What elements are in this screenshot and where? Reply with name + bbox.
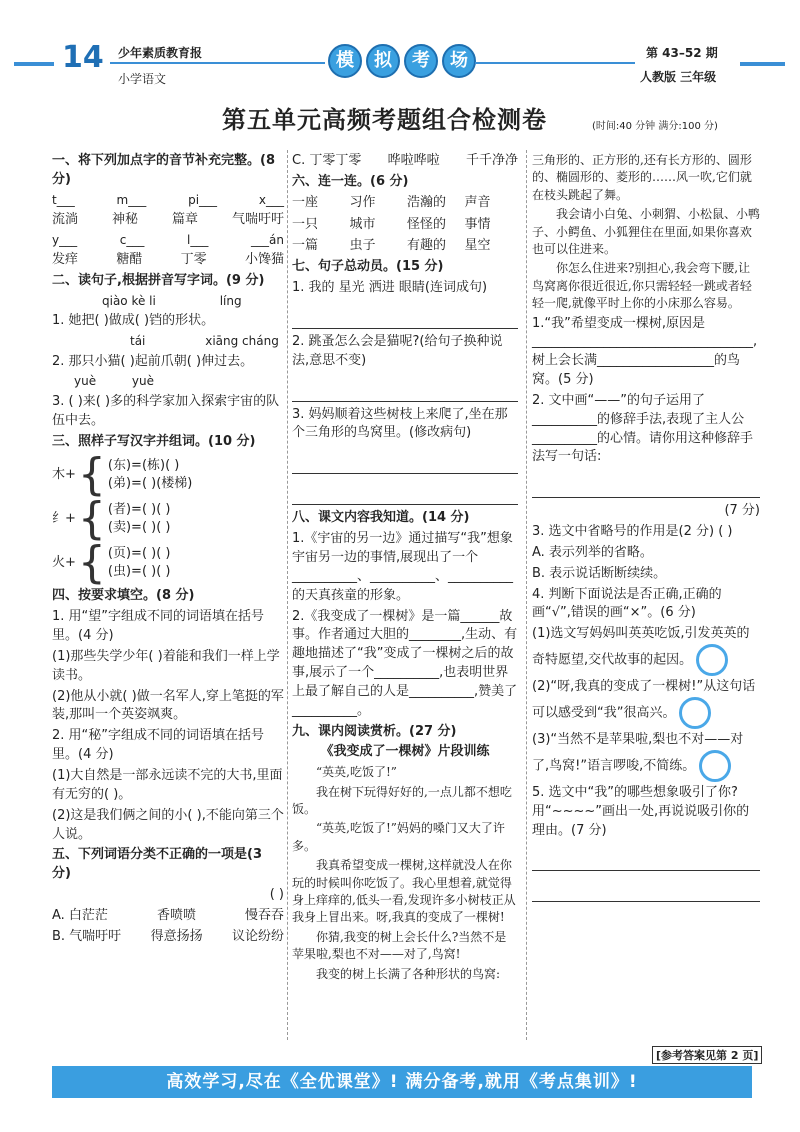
paper-name: 少年素质教育报	[118, 46, 203, 60]
judge-item	[532, 678, 760, 729]
match-item: 有趣的	[407, 238, 447, 254]
passage-paragraph: 我真希望变成一棵树,这样就没人在你玩的时候叫你吃饭了。我心里想着,就觉得身上痒痒的,低头一看,发现许多小树枝正从我身上冒出来。呀,我真的变成了一棵树!	[292, 858, 516, 925]
header	[0, 0, 800, 100]
option-row	[52, 928, 284, 947]
pinyin-hint	[52, 373, 284, 390]
answer-flower-icon[interactable]	[699, 750, 731, 782]
banner-char: 拟	[366, 44, 400, 78]
question: 2. 那只小猫( )起前爪朝( )伸过去。	[52, 353, 254, 369]
word: 小馋猫	[244, 252, 284, 268]
question: 2. 跳蚤怎么会是猫呢?(给句子换种说法,意思不变)	[292, 333, 503, 368]
banner	[328, 44, 476, 78]
radical: 木+	[52, 466, 76, 482]
pinyin: tái	[130, 334, 146, 349]
word: 发痒	[52, 252, 79, 268]
column-1	[52, 150, 284, 949]
radical-item: (虫)=( )( )	[107, 564, 171, 580]
question: 5. 选文中“我”的哪些想象吸引了你?用“~~~~”画出一处,再说说吸引你的理由。(7 分)	[532, 784, 750, 838]
option: 慢吞吞	[244, 907, 284, 923]
header-rule	[110, 62, 325, 64]
section-heading: 一、将下列加点字的音节补充完整。(8 分)	[52, 153, 275, 187]
brace-icon: {	[77, 449, 106, 501]
match-item: 一只	[292, 216, 319, 232]
match-item: 怪怪的	[407, 216, 447, 232]
radical-group	[52, 449, 284, 501]
pinyin-hint	[52, 333, 284, 350]
judge-text: (3)“当然不是苹果啦,梨也不对——对了,鸟窝!”语言啰唆,不简练。	[532, 732, 744, 774]
passage-paragraph: 我在树下玩得好好的,一点儿都不想吃饭。	[292, 784, 512, 817]
brace-icon: {	[77, 493, 106, 545]
question: 1. 她把( )做成( )铛的形状。	[52, 313, 215, 329]
option: C. 丁零丁零	[292, 153, 362, 168]
pinyin: qiào kè li	[102, 294, 156, 308]
page-title: 第五单元高频考题组合检测卷	[222, 106, 547, 134]
passage-paragraph: “英英,吃饭了!”	[316, 765, 397, 780]
matching-grid	[292, 194, 518, 257]
question: 3. 妈妈顺着这些树枝上来爬了,坐在那个三角形的鸟窝里。(修改病句)	[292, 406, 508, 441]
answer-line[interactable]	[532, 471, 760, 498]
judge-text: (2)“呀,我真的变成了一棵树!”从这句话可以感受到“我”很高兴。	[532, 679, 756, 721]
question: 4. 判断下面说法是否正确,正确的画“√”,错误的画“×”。(6 分)	[532, 586, 722, 621]
column-3	[532, 150, 760, 906]
column-2	[292, 150, 518, 985]
word: 丁零	[180, 252, 207, 268]
section-heading: 二、读句子,根据拼音写字词。(9 分)	[52, 273, 265, 289]
reading-title: 《我变成了一棵树》片段训练	[320, 744, 490, 760]
header-rule	[14, 62, 54, 66]
header-rule	[740, 62, 785, 66]
question: (2)他从小就( )做一名军人,穿上笔挺的军装,那叫一个英姿飒爽。	[52, 688, 284, 723]
pinyin-blank: x___	[258, 192, 284, 207]
word: 神秘	[111, 212, 138, 228]
section-heading: 五、下列词语分类不正确的一项是(3 分)	[52, 847, 262, 882]
radical-group	[52, 493, 284, 545]
passage-paragraph: 我会请小白兔、小刺猬、小松鼠、小鸭子、小鳄鱼、小狐狸住在里面,如果你喜欢也可以住进来。	[532, 207, 761, 256]
radical-item: (东)=(栋)( )	[107, 457, 180, 473]
option: B. 气喘吁吁	[52, 928, 122, 944]
radical-item: (卖)=( )( )	[107, 520, 171, 536]
option: A. 白茫茫	[52, 907, 108, 923]
word: 流淌	[52, 212, 79, 228]
pinyin: yuè	[131, 374, 155, 389]
answer-line[interactable]	[292, 302, 518, 329]
option: 哗啦哗啦	[387, 153, 440, 168]
option: 得意扬扬	[150, 928, 203, 944]
answer-reference: [参考答案见第 2 页]	[652, 1046, 762, 1064]
header-rule	[475, 62, 635, 64]
pinyin: xiāng cháng	[205, 334, 279, 349]
time-score-info: (时间:40 分钟 满分:100 分)	[592, 121, 718, 132]
banner-char: 考	[404, 44, 438, 78]
answer-line[interactable]	[292, 478, 518, 505]
edition: 人教版 三年级	[640, 70, 717, 84]
pinyin-blank: t___	[52, 192, 75, 207]
section-heading: 七、句子总动员。(15 分)	[292, 259, 444, 275]
question: 2. 文中画“——”的句子运用了__________的修辞手法,表现了主人公__________的心情。请你用这种修辞手法写一句话:	[532, 392, 754, 465]
question: 1. 我的 星光 洒进 眼睛(连词成句)	[292, 280, 488, 296]
word: 气喘吁吁	[231, 212, 284, 228]
radical-item: (弟)=( )(楼梯)	[107, 476, 193, 492]
question: (1)大自然是一部永远读不完的大书,里面有无穷的( )。	[52, 767, 283, 802]
radical: 火+	[52, 554, 76, 570]
answer-line[interactable]	[532, 875, 760, 902]
word: 糖醋	[116, 252, 143, 268]
score: (7 分)	[724, 503, 760, 519]
match-item: 一篇	[292, 238, 319, 254]
column-divider	[287, 150, 288, 1040]
radical-item: (页)=( )( )	[107, 545, 171, 561]
passage-paragraph: 你猜,我变的树上会长什么?当然不是苹果啦,梨也不对——对了,鸟窝!	[292, 929, 507, 962]
pinyin-blank: l___	[187, 232, 209, 247]
pinyin-blank: c___	[119, 232, 145, 247]
radical-item: (者)=( )( )	[107, 501, 171, 517]
pinyin-blank: y___	[52, 232, 78, 247]
column-divider	[526, 150, 527, 1040]
passage-paragraph: “英英,吃饭了!”妈妈的嗓门又大了许多。	[292, 821, 505, 853]
passage-paragraph: 三角形的、正方形的,还有长方形的、圆形的、椭圆形的、菱形的……风一吹,它们就在枝头跳起了舞。	[532, 153, 752, 202]
question: 1.《宇宙的另一边》通过描写“我”想象宇宙另一边的事情,展现出了一个__________、__________、__________的天真孩童的形象。	[292, 531, 514, 603]
page-number: 14	[62, 40, 104, 75]
section-heading: 四、按要求填空。(8 分)	[52, 588, 195, 604]
question: (2)这是我们俩之间的小( ),不能向第三个人说。	[52, 807, 284, 842]
option: 议论纷纷	[231, 928, 284, 944]
judge-item	[532, 731, 760, 782]
banner-char: 模	[328, 44, 362, 78]
match-item: 浩瀚的	[407, 194, 447, 210]
answer-paren: ( )	[269, 887, 284, 903]
judge-item	[532, 625, 760, 676]
question: 1.“我”希望变成一棵树,原因是__________________________________,树上会长满__________________的鸟窝。(5 分)	[532, 315, 758, 388]
pinyin: líng	[219, 294, 242, 308]
section-heading: 三、照样子写汉字并组词。(10 分)	[52, 433, 256, 449]
match-item: 一座	[292, 194, 319, 210]
word-row	[52, 211, 284, 230]
question: 2.《我变成了一棵树》是一篇______故事。作者通过大胆的________,生动、有趣地描述了“我”变成了一棵树之后的故事,展示了一个__________,也表明世界上最了解自己的人是__________,赞美了__________。	[292, 608, 518, 718]
match-item: 星空	[464, 238, 491, 254]
answer-flower-icon[interactable]	[696, 644, 728, 676]
pinyin-hint	[52, 293, 284, 310]
radical-group	[52, 537, 284, 589]
section-heading: 六、连一连。(6 分)	[292, 173, 409, 189]
question: 3. 选文中省略号的作用是(2 分) ( )	[532, 524, 733, 540]
question: 3. ( )来( )多的科学家加入探索宇宙的队伍中去。	[52, 393, 280, 428]
section-heading: 八、课文内容我知道。(14 分)	[292, 510, 470, 526]
match-item: 事情	[464, 216, 491, 232]
brace-icon: {	[77, 537, 106, 589]
answer-line[interactable]	[292, 375, 518, 402]
answer-line[interactable]	[532, 844, 760, 871]
match-item: 声音	[464, 194, 491, 210]
option: A. 表示列举的省略。	[532, 544, 653, 560]
radical: 纟+	[52, 510, 76, 526]
question: (1)那些失学少年( )着能和我们一样上学读书。	[52, 648, 280, 683]
pinyin-row	[52, 232, 284, 249]
footer-banner: 高效学习,尽在《全优课堂》! 满分备考,就用《考点集训》!	[52, 1066, 752, 1098]
answer-line[interactable]	[292, 447, 518, 474]
option: 千千净净	[465, 153, 518, 168]
pinyin-blank: ___án	[251, 232, 284, 247]
issue-number: 第 43–52 期	[646, 46, 718, 60]
match-item: 城市	[349, 216, 376, 232]
option-row	[292, 152, 518, 171]
banner-char: 场	[442, 44, 476, 78]
match-item: 习作	[349, 194, 376, 210]
question: 2. 用“秘”字组成不同的词语填在括号里。(4 分)	[52, 728, 265, 763]
answer-flower-icon[interactable]	[679, 697, 711, 729]
match-item: 虫子	[349, 238, 376, 254]
subject: 小学语文	[118, 72, 167, 86]
word-row	[52, 251, 284, 270]
option: 香喷喷	[156, 907, 196, 923]
judge-text: (1)选文写妈妈叫英英吃饭,引发英英的奇特愿望,交代故事的起因。	[532, 626, 750, 668]
pinyin-blank: m___	[116, 192, 147, 207]
option-row	[52, 907, 284, 926]
passage-paragraph: 我变的树上长满了各种形状的鸟窝:	[316, 966, 501, 981]
question: 1. 用“望”字组成不同的词语填在括号里。(4 分)	[52, 609, 265, 644]
section-heading: 九、课内阅读赏析。(27 分)	[292, 723, 457, 739]
pinyin-blank: pi___	[188, 192, 218, 207]
word: 篇章	[171, 212, 198, 228]
option: B. 表示说话断断续续。	[532, 565, 667, 581]
pinyin-row	[52, 192, 284, 209]
pinyin: yuè	[74, 374, 97, 389]
passage-paragraph: 你怎么住进来?别担心,我会弯下腰,让鸟窝离你很近很近,你只需轻轻一跳或者轻轻一爬,就像平时上你的小床那么容易。	[532, 261, 752, 311]
